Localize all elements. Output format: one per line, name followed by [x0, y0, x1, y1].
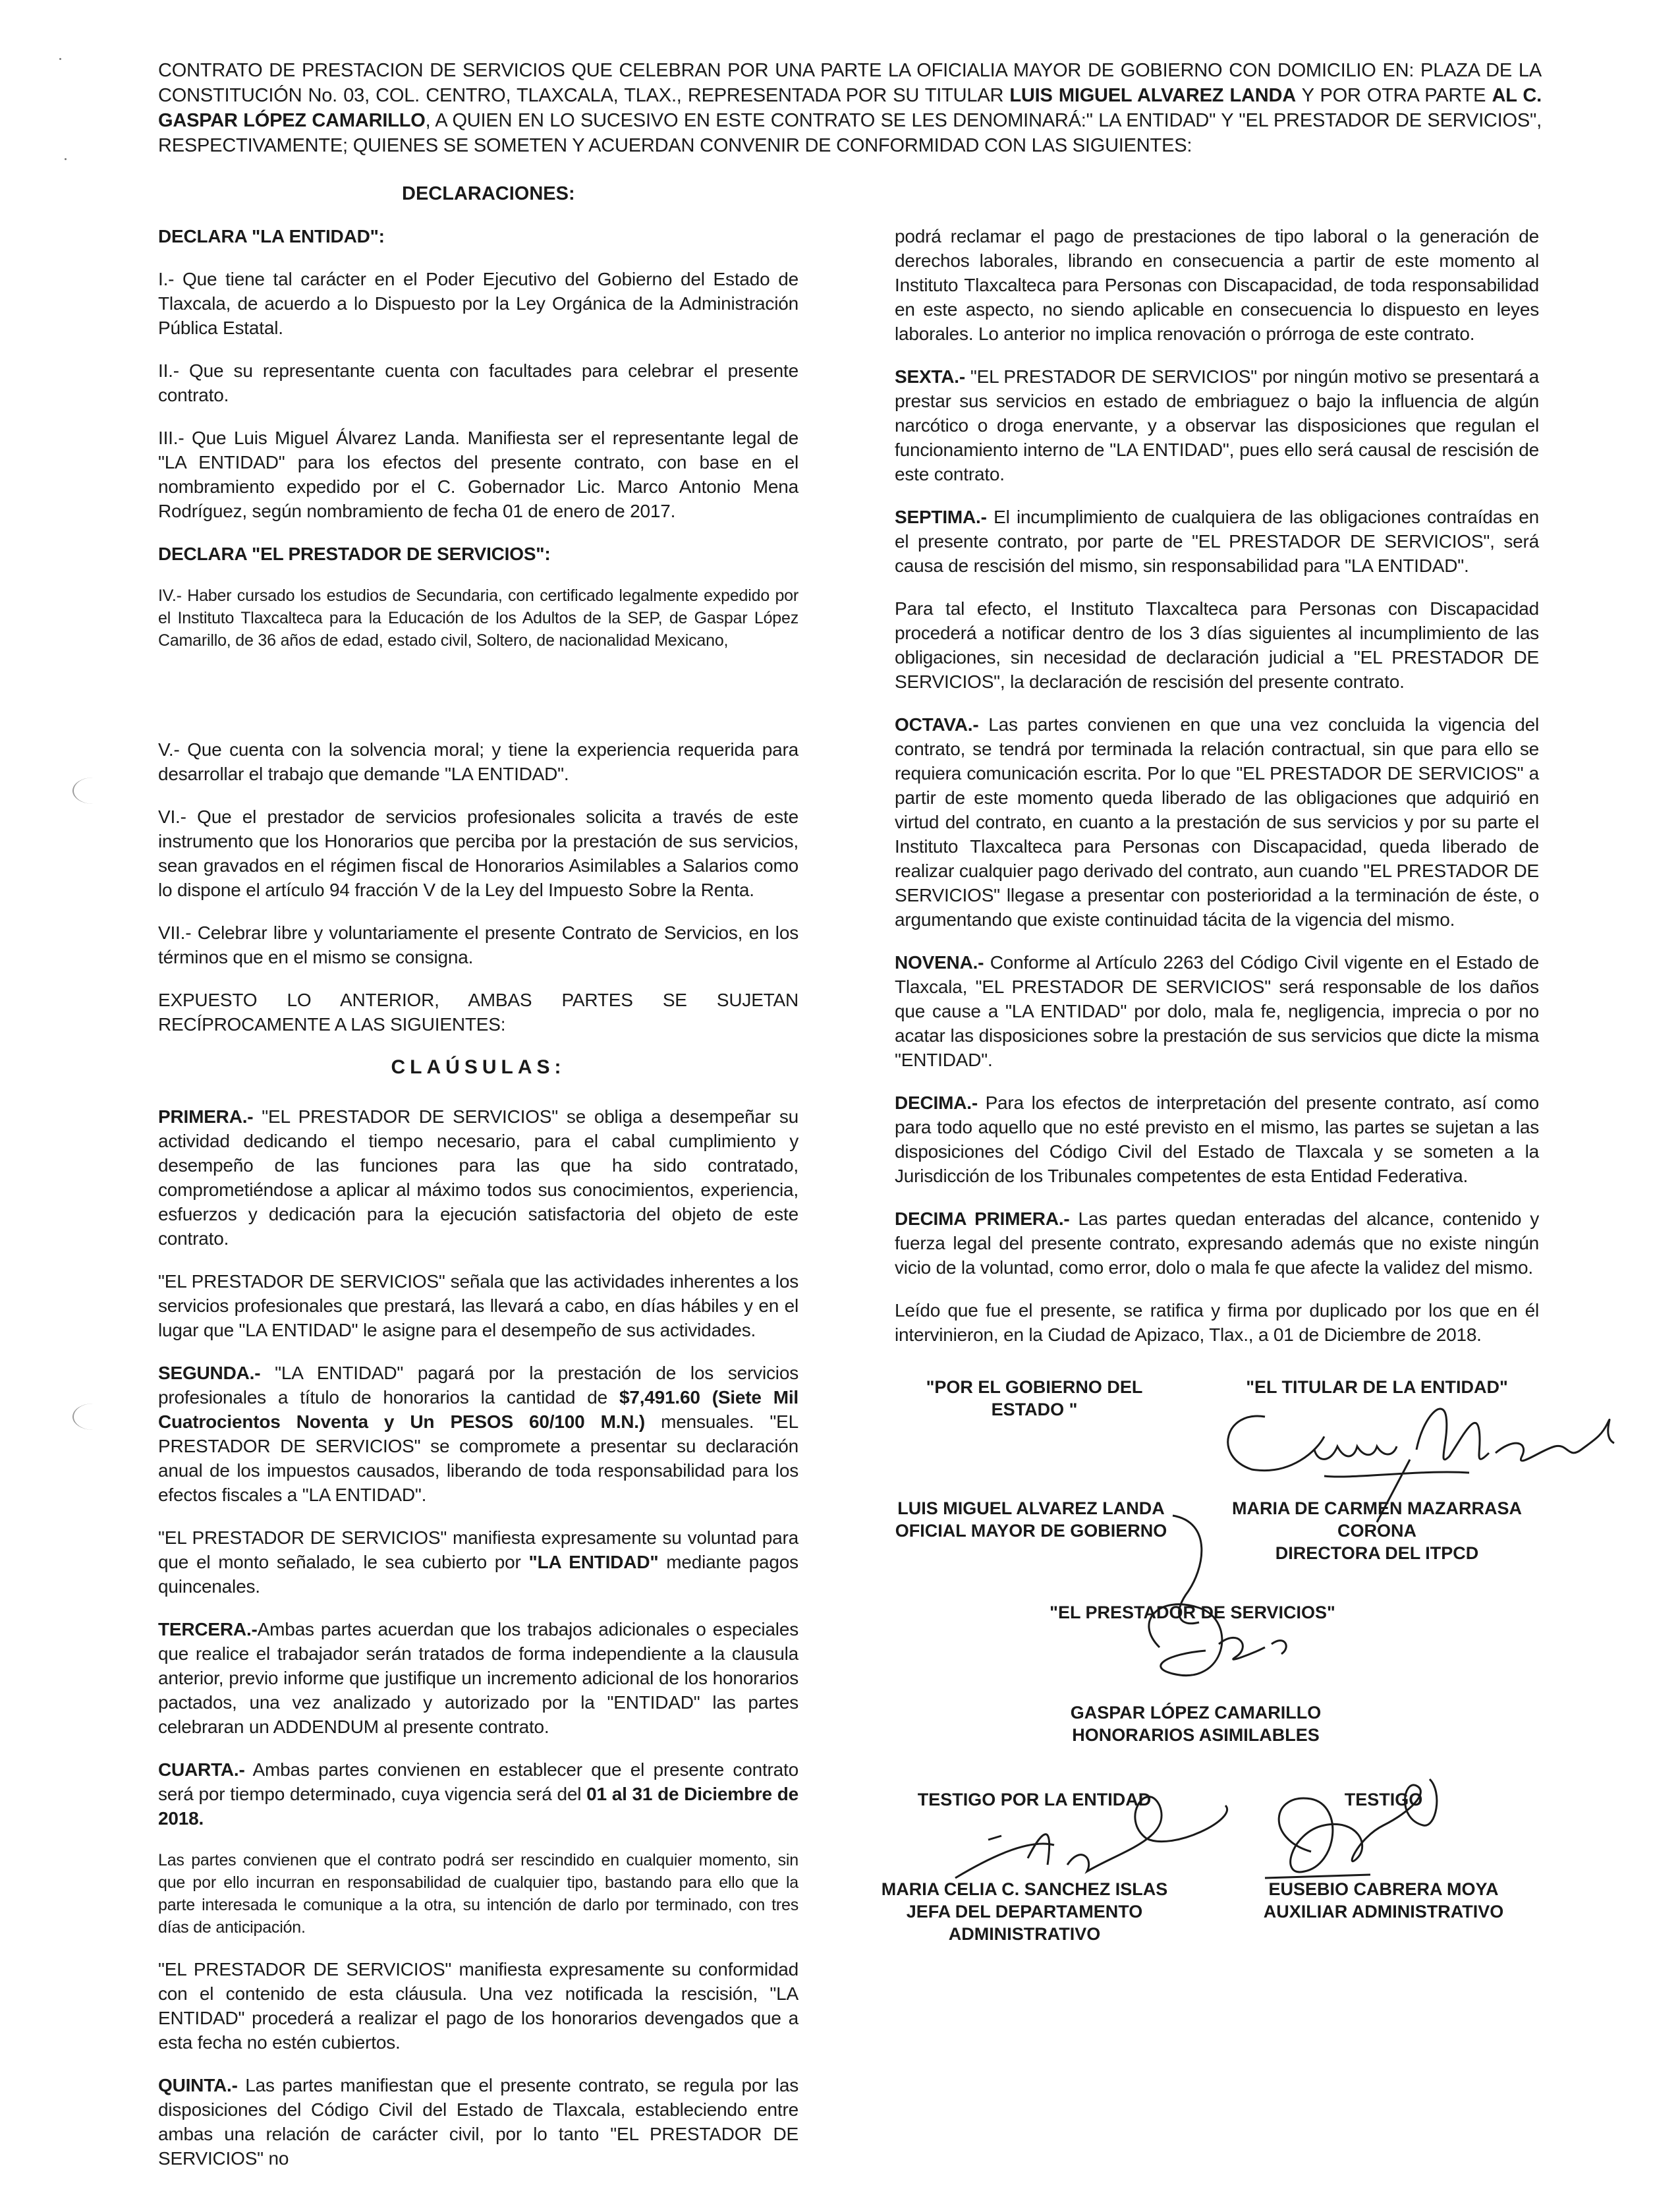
header-prestador-name: AL C. GASPAR LÓPEZ CAMARILLO — [158, 85, 1542, 131]
sig-prestador-title: "EL PRESTADOR DE SERVICIOS" — [1050, 1603, 1335, 1622]
declaracion-i: I.- Que tiene tal carácter en el Poder Ejecutivo del Gobierno del Estado de Tlaxcala, de acuerdo a lo Dispuesto por la Ley Orgánica de la Administración Pública Estatal. — [158, 269, 798, 338]
sig-luis-name: LUIS MIGUEL ALVAREZ LANDA — [897, 1498, 1165, 1518]
sig-celia-role-1: JEFA DEL DEPARTAMENTO — [906, 1902, 1143, 1921]
tercera-text: Ambas partes acuerdan que los trabajos adicionales o especiales que realice el trabajador serán tratados de forma independiente a la clausula anterior, previo informe que justifique un incremento adicional de los honorarios pactados, una vez analizado y autorizado por la "ENTIDAD" las partes celebraran un ADDENDUM al presente contrato. — [158, 1619, 798, 1737]
sig-titular-title: "EL TITULAR DE LA ENTIDAD" — [1246, 1377, 1508, 1397]
primera-label: PRIMERA.- — [158, 1106, 254, 1127]
expuesto-paragraph: EXPUESTO LO ANTERIOR, AMBAS PARTES SE SUJETAN RECÍPROCAMENTE A LAS SIGUIENTES: — [158, 990, 798, 1035]
clausula-primera-b: "EL PRESTADOR DE SERVICIOS" señala que las actividades inherentes a los servicios profesionales que prestará, las llevará a cabo, en días hábiles y en el lugar que "LA ENTIDAD" le asigne para el desempeño de sus actividades. — [158, 1271, 798, 1340]
decima-primera-text: Las partes quedan enteradas del alcance, contenido y fuerza legal del presente contrato, expresando además que no existe ningún vicio de la voluntad, como error, dolo o mala fe que afecte la validez del mismo. — [895, 1208, 1539, 1278]
declaracion-v: V.- Que cuenta con la solvencia moral; y tiene la experiencia requerida para desarrollar el trabajo que demande "LA ENTIDAD". — [158, 739, 798, 784]
declaracion-iii: III.- Que Luis Miguel Álvarez Landa. Manifiesta ser el representante legal de "LA ENTIDAD" para los efectos del presente contrato, con base en el nombramiento expedido por el C. Gobernador Lic. Marco Antonio Mena Rodríguez, según nombramiento de fecha 01 de enero de 2017. — [158, 428, 798, 521]
sig-luis-role: OFICIAL MAYOR DE GOBIERNO — [895, 1521, 1167, 1541]
octava-label: OCTAVA.- — [895, 714, 979, 735]
segunda-b-text-2: mediante pagos quincenales. — [158, 1552, 798, 1597]
cuarta-label: CUARTA.- — [158, 1759, 245, 1780]
cuarta-text: Ambas partes convienen en establecer que el presente contrato será por tiempo determinado, cuya vigencia será del — [158, 1759, 798, 1804]
sig-testigo-entidad-title: TESTIGO POR LA ENTIDAD — [917, 1790, 1152, 1809]
decima-text: Para los efectos de interpretación del presente contrato, así como para todo aquello que no esté previsto en el mismo, las partes se sujetan a las disposiciones del Código Civil del Estado de Tlaxcala y se someten a la Jurisdicción de los Tribunales competentes de esta Entidad Federativa. — [895, 1093, 1539, 1186]
clausula-cuarta-c: "EL PRESTADOR DE SERVICIOS" manifiesta expresamente su conformidad con el contenido de esta cláusula. Una vez notificada la rescisión, "LA ENTIDAD" procederá a realizar el pago de los honorarios devengados que a esta fecha no estén cubiertos. — [158, 1959, 798, 2053]
declara-prestador-heading: DECLARA "EL PRESTADOR DE SERVICIOS": — [158, 544, 551, 564]
quinta-label: QUINTA.- — [158, 2075, 238, 2095]
punch-hole-mark — [72, 1404, 113, 1430]
quinta-text: Las partes manifiestan que el presente contrato, se regula por las disposiciones del Código Civil del Estado de Tlaxcala, estableciendo entre ambas una relación de carácter civil, por lo tanto "EL PRESTADOR DE SERVICIOS" no — [158, 2075, 798, 2169]
signature-carmen-mazarrasa — [1228, 1409, 1614, 1522]
declaracion-ii: II.- Que su representante cuenta con facultades para celebrar el presente contrato. — [158, 360, 798, 405]
header-text-1: CONTRATO DE PRESTACION DE SERVICIOS QUE CELEBRAN POR UNA PARTE LA OFICIALIA MAYOR DE GOBIERNO CON DOMICILIO EN: PLAZA DE LA CONSTITUCIÓN No. 03, COL. CENTRO, TLAXCALA, TLAX., REPRESENTADA POR SU TITULAR — [158, 60, 1542, 106]
segunda-b-bold: "LA ENTIDAD" — [528, 1552, 659, 1572]
sexta-label: SEXTA.- — [895, 366, 965, 387]
clausula-quinta-cont: podrá reclamar el pago de prestaciones de tipo laboral o la generación de derechos laborales, librando en consecuencia a partir de este momento al Instituto Tlaxcalteca para Personas con Discapacidad, de toda responsabilidad en este aspecto, no siendo aplicable en consecuencia lo dispuesto en leyes laborales. Lo anterior no implica renovación o prórroga de este contrato. — [895, 226, 1539, 344]
header-titular-name: LUIS MIGUEL ALVAREZ LANDA — [1009, 85, 1296, 106]
segunda-text-2: mensuales. "EL PRESTADOR DE SERVICIOS" se compromete a presentar su declaración anual de los impuestos causados, liberando de toda responsabilidad para los efectos fiscales a "LA ENTIDAD". — [158, 1411, 799, 1505]
septima-label: SEPTIMA.- — [895, 507, 987, 527]
sig-celia-role-2: ADMINISTRATIVO — [948, 1924, 1101, 1944]
sig-gaspar-name: GASPAR LÓPEZ CAMARILLO — [1070, 1703, 1322, 1722]
segunda-amount: $7,491.60 (Siete Mil Cuatrocientos Noventa y Un PESOS 60/100 M.N.) — [158, 1387, 798, 1432]
sig-gobierno-title: "POR EL GOBIERNO DEL ESTADO " — [926, 1377, 1143, 1419]
sig-eusebio-name: EUSEBIO CABRERA MOYA — [1268, 1879, 1499, 1899]
sig-maria-name-2: CORONA — [1337, 1521, 1416, 1541]
novena-label: NOVENA.- — [895, 952, 984, 973]
octava-text: Las partes convienen en que una vez concluida la vigencia del contrato, se tendrá por terminada la relación contractual, sin que para ello se requiera comunicación escrita. Por lo que "EL PRESTADOR DE SERVICIOS" a partir de este momento queda liberado de las obligaciones que adquirió en virtud del contrato, en cuanto a la prestación de sus servicios y por su parte el Instituto Tlaxcalteca para Personas con Discapacidad, queda liberado de realizar cualquier pago derivado del contrato, aun cuando "EL PRESTADOR DE SERVICIOS" llegase a presentar con posterioridad a la terminación de éste, o argumentando que existe continuidad tácita de la vigencia del mismo. — [895, 714, 1539, 930]
decima-label: DECIMA.- — [895, 1093, 978, 1113]
clausulas-title: CLAÚSULAS: — [391, 1056, 566, 1078]
scan-speck — [65, 158, 67, 160]
cuarta-vigencia: 01 al 31 de Diciembre de 2018. — [158, 1784, 798, 1829]
leido-paragraph: Leído que fue el presente, se ratifica y firma por duplicado por los que en él intervinieron, en la Ciudad de Apizaco, Tlax., a 01 de Diciembre de 2018. — [895, 1300, 1539, 1345]
sig-gaspar-role: HONORARIOS ASIMILABLES — [1072, 1725, 1320, 1745]
segunda-text-1: "LA ENTIDAD" pagará por la prestación de los servicios profesionales a título de honorarios la cantidad de — [158, 1363, 798, 1407]
declara-entidad-heading: DECLARA "LA ENTIDAD": — [158, 226, 385, 246]
sig-celia-name: MARIA CELIA C. SANCHEZ ISLAS — [881, 1879, 1168, 1899]
sig-eusebio-role: AUXILIAR ADMINISTRATIVO — [1263, 1902, 1504, 1921]
header-text-2: Y POR OTRA PARTE — [1295, 85, 1492, 106]
sig-testigo-title: TESTIGO — [1344, 1790, 1423, 1809]
sexta-text: "EL PRESTADOR DE SERVICIOS" por ningún motivo se presentará a prestar sus servicios en estado de embriaguez o bajo la influencia de algún narcótico o droga enervante, y a observar las disposiciones que regulan el funcionamiento interno de "LA ENTIDAD", pues ello será causal de rescisión de este contrato. — [895, 366, 1539, 484]
segunda-label: SEGUNDA.- — [158, 1363, 261, 1383]
signature-gaspar — [1149, 1516, 1286, 1676]
sig-maria-role: DIRECTORA DEL ITPCD — [1275, 1543, 1479, 1563]
clausula-septima-b: Para tal efecto, el Instituto Tlaxcalteca para Personas con Discapacidad procederá a notificar dentro de los 3 días siguientes al incumplimiento de las obligaciones, sin necesidad de declaración judicial a "EL PRESTADOR DE SERVICIOS", la declaración de rescisión del presente contrato. — [895, 598, 1539, 692]
novena-text: Conforme al Artículo 2263 del Código Civil vigente en el Estado de Tlaxcala, "EL PRESTADOR DE SERVICIOS" será responsable de los daños que cause a "LA ENTIDAD" por dolo, mala fe, negligencia, imprecia o por no acatar las disposiciones sobre la prestación de sus servicios que dicte la misma "ENTIDAD". — [895, 952, 1539, 1070]
primera-text: "EL PRESTADOR DE SERVICIOS" se obliga a desempeñar su actividad dedicando el tiempo necesario, para el cabal cumplimiento y desempeño de las funciones para las que ha sido contratado, comprometiéndose a aplicar al máximo todos sus conocimientos, experiencia, esfuerzos y dedicación para la ejecución satisfactoria del objeto de este contrato. — [158, 1106, 798, 1249]
declaraciones-title: DECLARACIONES: — [402, 183, 575, 204]
declaracion-vi: VI.- Que el prestador de servicios profesionales solicita a través de este instrumento que los Honorarios que perciba por la prestación de sus servicios, sean gravados en el régimen fiscal de Honorarios Asimilables a Salarios como lo dispone el artículo 94 fracción V de la Ley del Impuesto Sobre la Renta. — [158, 807, 798, 900]
declaracion-vii: VII.- Celebrar libre y voluntariamente el presente Contrato de Servicios, en los términos que en el mismo se consigna. — [158, 923, 798, 967]
decima-primera-label: DECIMA PRIMERA.- — [895, 1208, 1070, 1229]
clausula-cuarta-b: Las partes convienen que el contrato podrá ser rescindido en cualquier momento, sin que por ello incurran en responsabilidad de cualquier tipo, bastando para ello que la parte interesada le comunique a la otra, su intención de darlo por terminado, con tres días de anticipación. — [158, 1851, 798, 1937]
septima-text: El incumplimiento de cualquiera de las obligaciones contraídas en el presente contrato, por parte de "EL PRESTADOR DE SERVICIOS", será causa de rescisión del mismo, sin responsabilidad para "LA ENTIDAD". — [895, 507, 1539, 576]
declaracion-iv: IV.- Haber cursado los estudios de Secundaria, con certificado legalmente expedido por el Instituto Tlaxcalteca para la Educación de los Adultos de la SEP, de Gaspar López Camarillo, de 36 años de edad, estado civil, Soltero, de nacionalidad Mexicano, — [158, 586, 798, 650]
header-text-3: , A QUIEN EN LO SUCESIVO EN ESTE CONTRATO SE LES DENOMINARÁ:" LA ENTIDAD" Y "EL PRESTADOR DE SERVICIOS", RESPECTIVAMENTE; QUIENES SE SOMETEN Y ACUERDAN CONVENIR DE CONFORMIDAD CON LAS SIGUIENTES: — [158, 110, 1542, 156]
sig-maria-name-1: MARIA DE CARMEN MAZARRASA — [1232, 1498, 1522, 1518]
scan-speck — [59, 58, 61, 60]
punch-hole-mark — [72, 778, 113, 804]
segunda-b-text-1: "EL PRESTADOR DE SERVICIOS" manifiesta expresamente su voluntad para que el monto señalado, le sea cubierto por — [158, 1527, 798, 1572]
signature-celia — [955, 1797, 1227, 1878]
tercera-label: TERCERA.- — [158, 1619, 258, 1639]
signature-eusebio — [1265, 1779, 1437, 1878]
